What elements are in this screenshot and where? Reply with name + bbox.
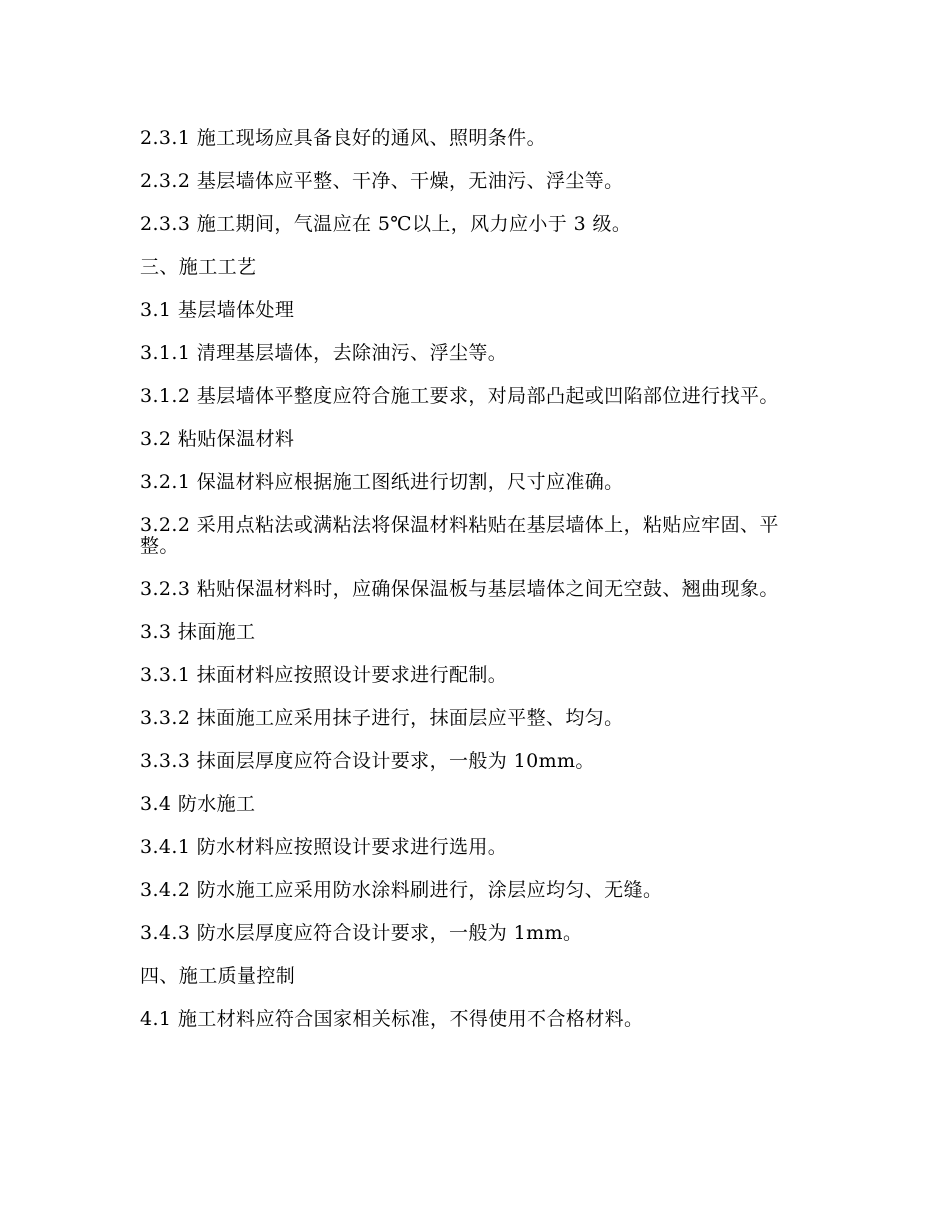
subsection-heading-3-2: 3.2 粘贴保温材料 [140, 428, 295, 450]
paragraph-2-3-1: 2.3.1 施工现场应具备良好的通风、照明条件。 [140, 127, 546, 149]
paragraph-2-3-3: 2.3.3 施工期间，气温应在 5℃以上，风力应小于 3 级。 [140, 213, 632, 235]
paragraph-3-2-1: 3.2.1 保温材料应根据施工图纸进行切割，尺寸应准确。 [140, 471, 624, 493]
paragraph-3-4-1: 3.4.1 防水材料应按照设计要求进行选用。 [140, 836, 508, 858]
section-heading-3: 三、施工工艺 [140, 256, 257, 278]
paragraph-3-4-3: 3.4.3 防水层厚度应符合设计要求，一般为 1mm。 [140, 922, 583, 944]
subsection-heading-3-1: 3.1 基层墙体处理 [140, 299, 295, 321]
paragraph-3-1-2: 3.1.2 基层墙体平整度应符合施工要求，对局部凸起或凹陷部位进行找平。 [140, 385, 779, 407]
paragraph-3-3-3: 3.3.3 抹面层厚度应符合设计要求，一般为 10mm。 [140, 750, 595, 772]
paragraph-2-3-2: 2.3.2 基层墙体应平整、干净、干燥，无油污、浮尘等。 [140, 170, 624, 192]
paragraph-3-3-2: 3.3.2 抹面施工应采用抹子进行，抹面层应平整、均匀。 [140, 707, 624, 729]
paragraph-3-3-1: 3.3.1 抹面材料应按照设计要求进行配制。 [140, 664, 508, 686]
section-heading-4: 四、施工质量控制 [140, 965, 296, 987]
paragraph-3-2-3: 3.2.3 粘贴保温材料时，应确保保温板与基层墙体之间无空鼓、翘曲现象。 [140, 578, 779, 600]
subsection-heading-3-4: 3.4 防水施工 [140, 793, 256, 815]
subsection-heading-3-3: 3.3 抹面施工 [140, 621, 256, 643]
document-body [140, 128, 805, 1052]
paragraph-3-1-1: 3.1.1 清理基层墙体，去除油污、浮尘等。 [140, 342, 508, 364]
paragraph-3-4-2: 3.4.2 防水施工应采用防水涂料刷进行，涂层应均匀、无缝。 [140, 879, 663, 901]
paragraph-4-1: 4.1 施工材料应符合国家相关标准，不得使用不合格材料。 [140, 1008, 644, 1030]
paragraph-3-2-2: 3.2.2 采用点粘法或满粘法将保温材料粘贴在基层墙体上，粘贴应牢固、平整。 [140, 514, 779, 557]
